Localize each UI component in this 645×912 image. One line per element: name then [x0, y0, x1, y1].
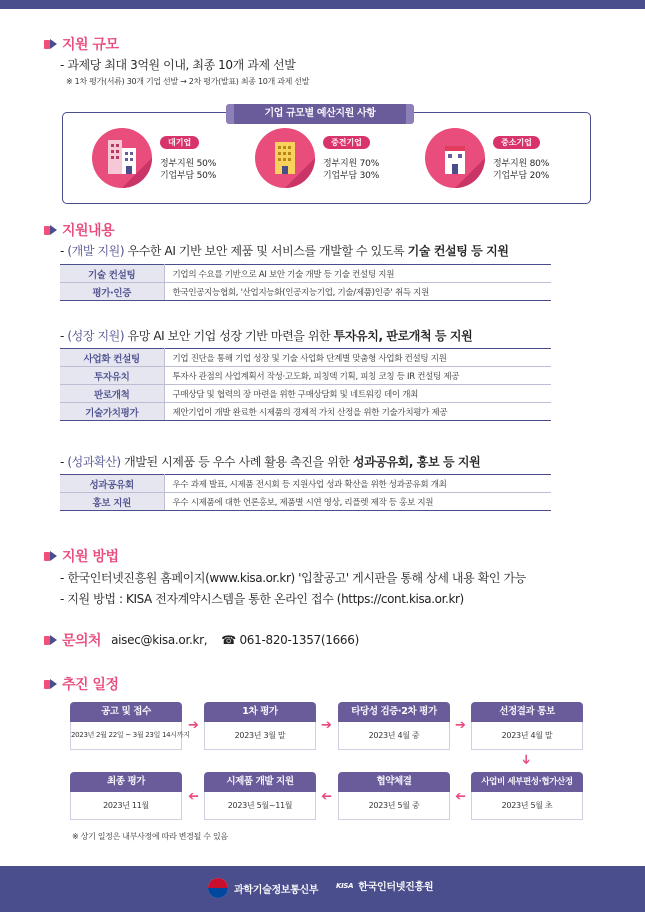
schedule-step [471, 702, 583, 750]
enterprise-medium [255, 128, 405, 193]
row-key: 판로개척 [60, 385, 164, 403]
bullet-icon [44, 635, 58, 646]
corp-share: 기업부담 20% [493, 171, 550, 181]
group-bold: 성과공유회, 홍보 등 지원 [352, 455, 481, 469]
group-bold: 기술 컨설팅 등 지원 [407, 244, 509, 258]
step-date: 2023년 11월 [70, 792, 182, 820]
row-key: 기술가치평가 [60, 403, 164, 421]
step-title: 최종 평가 [70, 772, 182, 792]
table-row [60, 265, 551, 283]
small-company-building-icon [425, 128, 485, 188]
table-row [60, 403, 551, 421]
schedule-step [471, 772, 583, 820]
schedule-step [204, 772, 316, 820]
content-group-spread-line: - (성과확산) 개발된 시제품 등 우수 사례 활용 촉진을 위한 성과공유회, 홍보 등 지원 [60, 455, 481, 469]
gov-support: 정부지원 70% [323, 159, 380, 169]
table-row [60, 367, 551, 385]
large-company-building-icon [92, 128, 152, 188]
schedule-step [70, 772, 182, 820]
gov-support: 정부지원 50% [160, 159, 217, 169]
step-date: 2023년 5월~11월 [204, 792, 316, 820]
section-title: 지원 방법 [62, 549, 119, 565]
row-value: 우수 과제 발표, 시제품 전시회 등 지원사업 성과 확산을 위한 성과공유회 개최 [164, 475, 551, 493]
support-table-dev [60, 264, 551, 301]
section-scale-heading [44, 34, 118, 54]
section-title: 문의처 [62, 633, 102, 649]
section-content-heading [44, 220, 114, 240]
step-title: 공고 및 접수 [70, 702, 182, 722]
row-value: 우수 시제품에 대한 언론홍보, 제품별 시연 영상, 리플렛 제작 등 홍보 지원 [164, 493, 551, 511]
section-method-heading [44, 546, 118, 566]
section-title: 추진 일정 [62, 677, 119, 693]
step-date: 2023년 5월 초 [471, 792, 583, 820]
schedule-step [338, 772, 450, 820]
arrow-left-icon: ➔ [321, 788, 332, 803]
bullet-icon [44, 679, 58, 690]
enterprise-large [92, 128, 242, 193]
msit-logo [208, 878, 318, 898]
support-table-growth [60, 348, 551, 421]
contact-email[interactable]: aisec@kisa.or.kr, [111, 633, 208, 647]
arrow-right-icon: ➔ [188, 718, 199, 733]
enterprise-label: 대기업 [160, 136, 199, 149]
contact-phone: ☎ 061-820-1357(1666) [221, 633, 359, 647]
step-title: 타당성 검증·2차 평가 [338, 702, 450, 722]
section-title: 지원 규모 [62, 37, 119, 53]
row-key: 홍보 지원 [60, 493, 164, 511]
arrow-down-icon: ➔ [517, 754, 533, 765]
bullet-icon [44, 39, 58, 50]
corp-share: 기업부담 50% [160, 171, 217, 181]
kisa-mark: KISA [336, 881, 354, 890]
taegeuk-icon [208, 878, 228, 898]
enterprise-label: 중소기업 [493, 136, 540, 149]
row-value: 기업 진단을 통해 기업 성장 및 기술 사업화 단계별 맞춤형 사업화 컨설팅 지원 [164, 349, 551, 367]
content-group-dev-line: - (개발 지원) 우수한 AI 기반 보안 제품 및 서비스를 개발할 수 있도록 기술 컨설팅 등 지원 [60, 244, 509, 258]
mid-company-building-icon [255, 128, 315, 188]
budget-title-tag [232, 104, 408, 124]
step-date: 2023년 2월 22일 ~ 3월 23일 14시까지 [70, 722, 182, 750]
table-row [60, 493, 551, 511]
step-title: 협약체결 [338, 772, 450, 792]
group-tag: (성과확산) [67, 455, 121, 469]
budget-title: 기업 규모별 예산지원 사항 [264, 108, 376, 119]
scale-line: - 과제당 최대 3억원 이내, 최종 10개 과제 선발 [60, 58, 296, 72]
scale-note: ※ 1차 평가(서류) 30개 기업 선발 → 2차 평가(발표) 최종 10개 과제 선발 [66, 77, 310, 86]
kisa-logo [336, 878, 433, 893]
step-title: 시제품 개발 지원 [204, 772, 316, 792]
row-value: 투자사 관점의 사업계획서 작성·고도화, 피칭덱 기획, 피칭 코칭 등 IR 컨설팅 제공 [164, 367, 551, 385]
row-key: 사업화 컨설팅 [60, 349, 164, 367]
content-group-growth-line: - (성장 지원) 유망 AI 보안 기업 성장 기반 마련을 위한 투자유치, 판로개척 등 지원 [60, 329, 473, 343]
schedule-step [338, 702, 450, 750]
group-text: 우수한 AI 기반 보안 제품 및 서비스를 개발할 수 있도록 [124, 244, 408, 258]
group-bold: 투자유치, 판로개척 등 지원 [333, 329, 473, 343]
row-value: 제안기업이 개발 완료한 시제품의 경제적 가치 산정을 위한 기술가치평가 제공 [164, 403, 551, 421]
bullet-icon [44, 225, 58, 236]
enterprise-label: 중견기업 [323, 136, 370, 149]
schedule-step [204, 702, 316, 750]
step-date: 2023년 3월 말 [204, 722, 316, 750]
group-tag: (성장 지원) [67, 329, 125, 343]
group-tag: (개발 지원) [67, 244, 125, 258]
arrow-left-icon: ➔ [188, 788, 199, 803]
step-date: 2023년 4월 중 [338, 722, 450, 750]
row-key: 투자유치 [60, 367, 164, 385]
step-title: 1차 평가 [204, 702, 316, 722]
gov-support: 정부지원 80% [493, 159, 550, 169]
row-key: 기술 컨설팅 [60, 265, 164, 283]
step-title: 선정결과 통보 [471, 702, 583, 722]
section-title: 지원내용 [62, 223, 115, 239]
arrow-right-icon: ➔ [455, 718, 466, 733]
table-row [60, 385, 551, 403]
schedule-step [70, 702, 190, 750]
arrow-left-icon: ➔ [455, 788, 466, 803]
top-band [0, 0, 645, 9]
arrow-right-icon: ➔ [321, 718, 332, 733]
msit-name: 과학기술정보통신부 [234, 884, 319, 896]
step-date: 2023년 4월 말 [471, 722, 583, 750]
section-contact-heading [44, 630, 359, 650]
footer-band [0, 866, 645, 912]
row-value: 한국인공지능협회, '산업지능화(인공지능기업, 기술/제품)인증' 취득 지원 [164, 283, 551, 301]
table-row [60, 475, 551, 493]
method-line-1: - 한국인터넷진흥원 홈페이지(www.kisa.or.kr) '입찰공고' 게시판을 통해 상세 내용 확인 가능 [60, 571, 526, 585]
table-row [60, 283, 551, 301]
row-value: 구매상담 및 협력의 장 마련을 위한 구매상담회 및 네트워킹 데이 개최 [164, 385, 551, 403]
corp-share: 기업부담 30% [323, 171, 380, 181]
row-key: 평가·인증 [60, 283, 164, 301]
enterprise-small [425, 128, 575, 193]
table-row [60, 349, 551, 367]
step-date: 2023년 5월 중 [338, 792, 450, 820]
step-title: 사업비 세부편성·협가산정 [471, 772, 583, 792]
kisa-name: 한국인터넷진흥원 [358, 882, 434, 893]
method-line-2: - 지원 방법 : KISA 전자계약시스템을 통한 온라인 접수 (https://cont.kisa.or.kr) [60, 592, 464, 606]
support-table-spread [60, 474, 551, 511]
schedule-note: ※ 상기 일정은 내부사정에 따라 변경될 수 있음 [72, 832, 228, 841]
group-text: 개발된 시제품 등 우수 사례 활용 촉진을 위한 [120, 455, 353, 469]
row-key: 성과공유회 [60, 475, 164, 493]
group-text: 유망 AI 보안 기업 성장 기반 마련을 위한 [124, 329, 334, 343]
section-schedule-heading [44, 674, 118, 694]
row-value: 기업의 수요를 기반으로 AI 보안 기술 개발 등 기술 컨설팅 지원 [164, 265, 551, 283]
bullet-icon [44, 551, 58, 562]
